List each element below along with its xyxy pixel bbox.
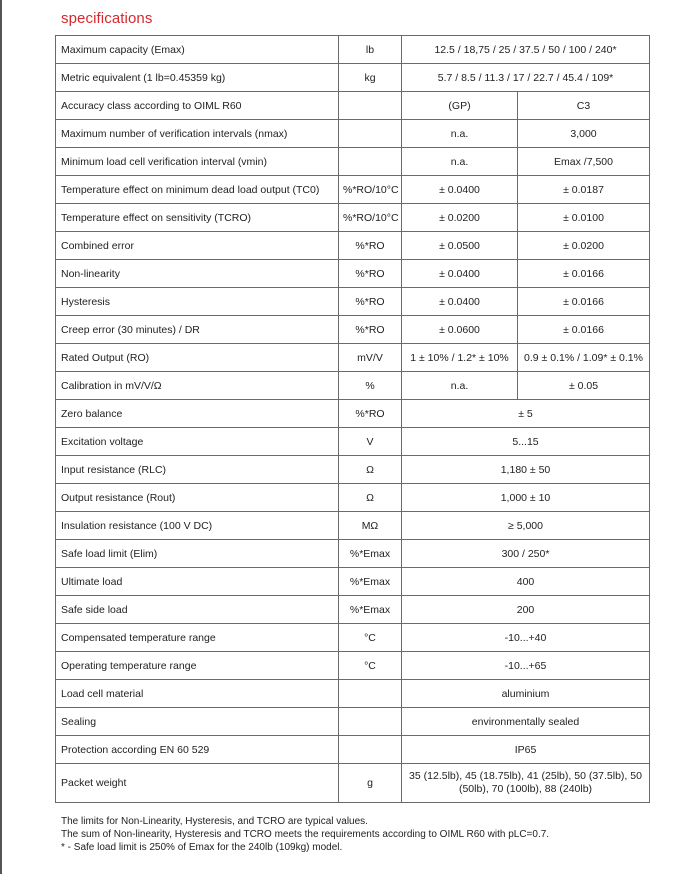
spec-value: 200 xyxy=(402,596,650,624)
spec-value: ± 0.0600 xyxy=(402,316,518,344)
spec-value: environmentally sealed xyxy=(402,708,650,736)
spec-parameter: Protection according EN 60 529 xyxy=(56,736,339,764)
spec-unit: Ω xyxy=(339,456,402,484)
spec-parameter: Creep error (30 minutes) / DR xyxy=(56,316,339,344)
spec-row xyxy=(56,736,650,764)
spec-value: n.a. xyxy=(402,372,518,400)
spec-row xyxy=(56,680,650,708)
spec-unit xyxy=(339,680,402,708)
spec-value-c3: ± 0.05 xyxy=(518,372,650,400)
spec-value: 35 (12.5lb), 45 (18.75lb), 41 (25lb), 50 (37.5lb), 50 (50lb), 70 (100lb), 88 (240lb) xyxy=(402,764,650,803)
spec-parameter: Safe side load xyxy=(56,596,339,624)
spec-unit: %*Emax xyxy=(339,596,402,624)
spec-value: IP65 xyxy=(402,736,650,764)
spec-parameter: Excitation voltage xyxy=(56,428,339,456)
spec-unit: %*Emax xyxy=(339,540,402,568)
spec-value: n.a. xyxy=(402,148,518,176)
spec-value: ± 0.0400 xyxy=(402,288,518,316)
spec-row xyxy=(56,764,650,803)
spec-value: 5...15 xyxy=(402,428,650,456)
spec-value: 1,180 ± 50 xyxy=(402,456,650,484)
spec-parameter: Safe load limit (Elim) xyxy=(56,540,339,568)
spec-parameter: Maximum capacity (Emax) xyxy=(56,36,339,64)
spec-unit: %*RO xyxy=(339,288,402,316)
spec-row xyxy=(56,484,650,512)
footnote-safe-load-limit: * - Safe load limit is 250% of Emax for the 240lb (109kg) model. xyxy=(61,842,343,853)
spec-unit: °C xyxy=(339,652,402,680)
spec-value: n.a. xyxy=(402,120,518,148)
spec-value-c3: ± 0.0166 xyxy=(518,288,650,316)
spec-parameter: Temperature effect on minimum dead load output (TC0) xyxy=(56,176,339,204)
spec-parameter: Sealing xyxy=(56,708,339,736)
spec-value-c3: ± 0.0187 xyxy=(518,176,650,204)
spec-row xyxy=(56,512,650,540)
spec-parameter: Maximum number of verification intervals (nmax) xyxy=(56,120,339,148)
spec-unit: %*RO/10°C xyxy=(339,176,402,204)
spec-unit xyxy=(339,92,402,120)
spec-parameter: Input resistance (RLC) xyxy=(56,456,339,484)
spec-unit xyxy=(339,708,402,736)
spec-value: ± 0.0400 xyxy=(402,260,518,288)
spec-value: 400 xyxy=(402,568,650,596)
section-title: specifications xyxy=(61,10,153,27)
spec-row xyxy=(56,652,650,680)
spec-value-c3: C3 xyxy=(518,92,650,120)
spec-value: 12.5 / 18,75 / 25 / 37.5 / 50 / 100 / 240* xyxy=(402,36,650,64)
spec-row xyxy=(56,428,650,456)
spec-parameter: Zero balance xyxy=(56,400,339,428)
spec-parameter: Non-linearity xyxy=(56,260,339,288)
spec-parameter: Minimum load cell verification interval (vmin) xyxy=(56,148,339,176)
spec-row xyxy=(56,540,650,568)
spec-row xyxy=(56,708,650,736)
spec-unit: °C xyxy=(339,624,402,652)
spec-unit: %*RO xyxy=(339,260,402,288)
spec-unit: V xyxy=(339,428,402,456)
spec-row xyxy=(56,456,650,484)
spec-value: aluminium xyxy=(402,680,650,708)
spec-unit: %*RO xyxy=(339,316,402,344)
spec-parameter: Operating temperature range xyxy=(56,652,339,680)
spec-parameter: Temperature effect on sensitivity (TCRO) xyxy=(56,204,339,232)
spec-unit: lb xyxy=(339,36,402,64)
spec-value: ± 0.0500 xyxy=(402,232,518,260)
spec-unit: %*RO/10°C xyxy=(339,204,402,232)
spec-row xyxy=(56,596,650,624)
spec-row xyxy=(56,344,650,372)
spec-row xyxy=(56,568,650,596)
spec-value-c3: ± 0.0100 xyxy=(518,204,650,232)
spec-unit: % xyxy=(339,372,402,400)
spec-parameter: Metric equivalent (1 lb=0.45359 kg) xyxy=(56,64,339,92)
spec-row xyxy=(56,64,650,92)
footnote-typical-values: The limits for Non-Linearity, Hysteresis, and TCRO are typical values. xyxy=(61,816,368,827)
spec-value: ≥ 5,000 xyxy=(402,512,650,540)
spec-unit: %*Emax xyxy=(339,568,402,596)
spec-parameter: Combined error xyxy=(56,232,339,260)
footnotes xyxy=(61,815,549,854)
spec-unit: %*RO xyxy=(339,232,402,260)
spec-value: -10...+40 xyxy=(402,624,650,652)
spec-parameter: Hysteresis xyxy=(56,288,339,316)
spec-value: -10...+65 xyxy=(402,652,650,680)
spec-parameter: Compensated temperature range xyxy=(56,624,339,652)
spec-unit: kg xyxy=(339,64,402,92)
spec-parameter: Insulation resistance (100 V DC) xyxy=(56,512,339,540)
spec-parameter: Output resistance (Rout) xyxy=(56,484,339,512)
footnote-oiml-requirements: The sum of Non-linearity, Hysteresis and TCRO meets the requirements according to OIML R60 with pLC=0.7. xyxy=(61,829,550,840)
spec-row xyxy=(56,92,650,120)
spec-parameter: Accuracy class according to OIML R60 xyxy=(56,92,339,120)
spec-value: 1,000 ± 10 xyxy=(402,484,650,512)
spec-row xyxy=(56,176,650,204)
spec-unit: MΩ xyxy=(339,512,402,540)
spec-value: ± 5 xyxy=(402,400,650,428)
spec-value: ± 0.0200 xyxy=(402,204,518,232)
spec-parameter: Packet weight xyxy=(56,764,339,803)
spec-unit: mV/V xyxy=(339,344,402,372)
spec-unit xyxy=(339,736,402,764)
spec-value: 1 ± 10% / 1.2* ± 10% xyxy=(402,344,518,372)
spec-row xyxy=(56,36,650,64)
spec-parameter: Rated Output (RO) xyxy=(56,344,339,372)
specifications-table xyxy=(55,35,650,803)
spec-row xyxy=(56,400,650,428)
spec-value-c3: ± 0.0200 xyxy=(518,232,650,260)
spec-unit xyxy=(339,120,402,148)
spec-row xyxy=(56,232,650,260)
spec-parameter: Ultimate load xyxy=(56,568,339,596)
spec-row xyxy=(56,316,650,344)
spec-value: (GP) xyxy=(402,92,518,120)
spec-unit: g xyxy=(339,764,402,803)
spec-value: ± 0.0400 xyxy=(402,176,518,204)
spec-value: 5.7 / 8.5 / 11.3 / 17 / 22.7 / 45.4 / 109* xyxy=(402,64,650,92)
spec-row xyxy=(56,372,650,400)
spec-unit: %*RO xyxy=(339,400,402,428)
spec-value-c3: ± 0.0166 xyxy=(518,260,650,288)
spec-row xyxy=(56,120,650,148)
spec-unit: Ω xyxy=(339,484,402,512)
spec-row xyxy=(56,288,650,316)
spec-row xyxy=(56,624,650,652)
spec-parameter: Calibration in mV/V/Ω xyxy=(56,372,339,400)
spec-value-c3: 3,000 xyxy=(518,120,650,148)
spec-row xyxy=(56,148,650,176)
spec-unit xyxy=(339,148,402,176)
spec-row xyxy=(56,260,650,288)
spec-value-c3: ± 0.0166 xyxy=(518,316,650,344)
spec-value-c3: 0.9 ± 0.1% / 1.09* ± 0.1% xyxy=(518,344,650,372)
spec-value-c3: Emax /7,500 xyxy=(518,148,650,176)
spec-parameter: Load cell material xyxy=(56,680,339,708)
left-border-line xyxy=(0,0,2,874)
spec-row xyxy=(56,204,650,232)
spec-value: 300 / 250* xyxy=(402,540,650,568)
